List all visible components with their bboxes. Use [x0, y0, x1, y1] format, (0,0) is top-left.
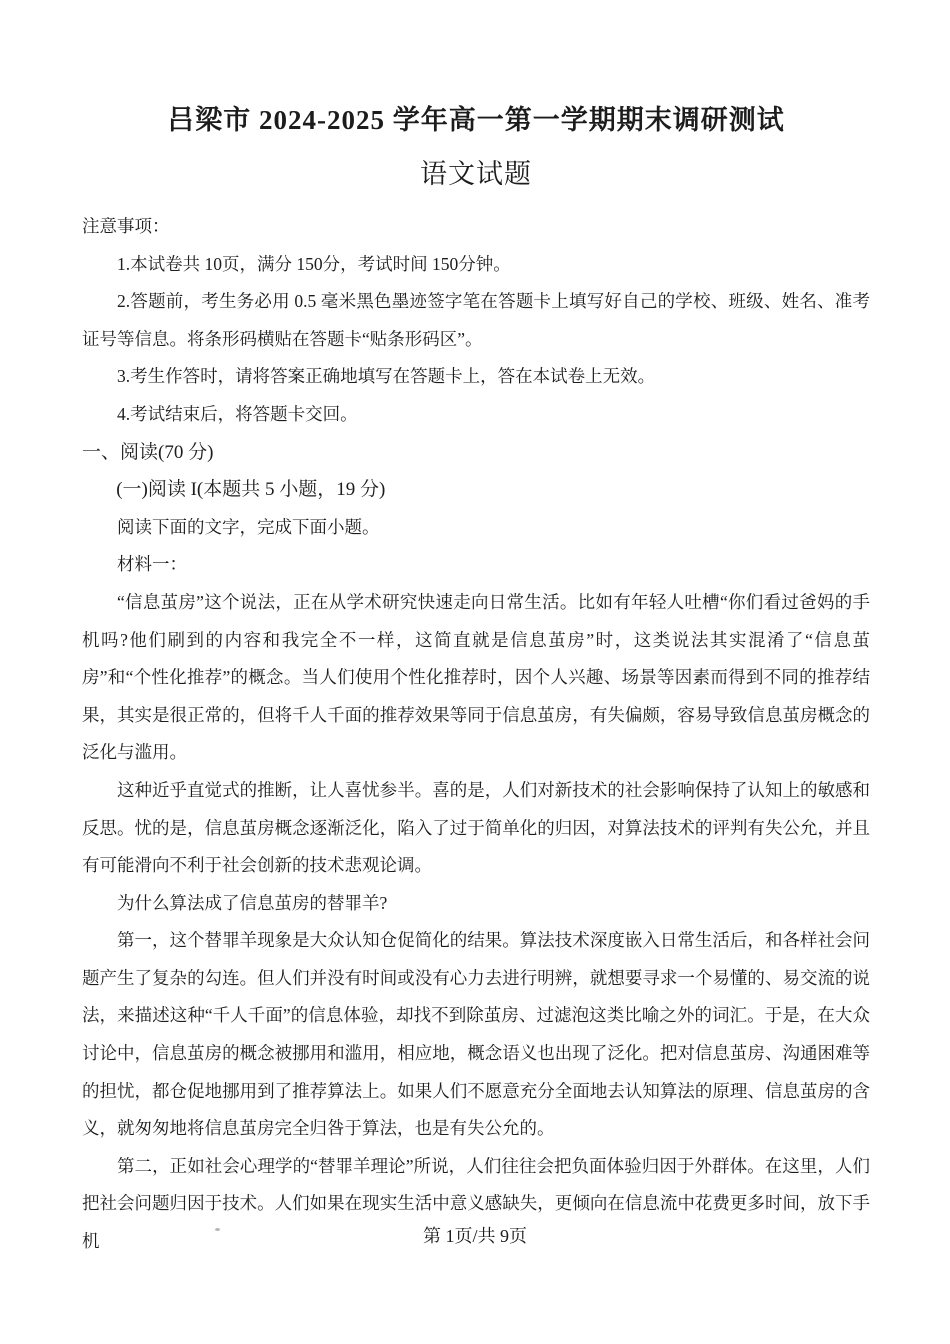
section-heading-reading: 一、阅读(70 分) [82, 441, 214, 463]
material-paragraph-5: 第二，正如社会心理学的“替罪羊理论”所说，人们往往会把负面体验归因于外群体。在这里，人们把社会问题归因于技术。人们如果在现实生活中意义感缺失，更倾向在信息流中花费更多时间，放下手机 [82, 1155, 870, 1252]
material-paragraph-3: 为什么算法成了信息茧房的替罪羊? [117, 892, 388, 913]
reading-instruction: 阅读下面的文字，完成下面小题。 [117, 516, 380, 537]
notice-heading: 注意事项： [82, 216, 170, 236]
notice-section [82, 208, 870, 434]
page-number-indicator: 第 1页/共 9页 [422, 1226, 527, 1246]
reading-section [82, 434, 870, 1261]
exam-body [82, 208, 870, 1261]
material-paragraph-4: 第一，这个替罪羊现象是大众认知仓促简化的结果。算法技术深度嵌入日常生活后，和各样社会问题产生了复杂的勾连。但人们并没有时间或没有心力去进行明辨，就想要寻求一个易懂的、易交流的说法，来描述这种“千人千面”的信息体验，却找不到除茧房、过滤泡这类比喻之外的词汇。于是，在大众讨论中，信息茧房的概念被挪用和滥用，相应地，概念语义也出现了泛化。把对信息茧房、沟通困难等的担忧，都仓促地挪用到了推荐算法上。如果人们不愿意充分全面地去认知算法的原理、信息茧房的含义，就匆匆地将信息茧房完全归咎于算法，也是有失公允的。 [82, 930, 870, 1139]
material-paragraph-1: “信息茧房”这个说法，正在从学术研究快速走向日常生活。比如有年轻人吐槽“你们看过爸妈的手机吗?他们刷到的内容和我完全不一样，这简直就是信息茧房”时，这类说法其实混淆了“信息茧房”和“个性化推荐”的概念。当人们使用个性化推荐时，因个人兴趣、场景等因素而得到不同的推荐结果，其实是很正常的，但将千人千面的推荐效果等同于信息茧房，有失偏颇，容易导致信息茧房概念的泛化与滥用。 [82, 591, 870, 763]
material-paragraph-2: 这种近乎直觉式的推断，让人喜忧参半。喜的是，人们对新技术的社会影响保持了认知上的敏感和反思。忧的是，信息茧房概念逐渐泛化，陷入了过于简单化的归因，对算法技术的评判有失公允，并且有可能滑向不利于社会创新的技术悲观论调。 [82, 779, 870, 876]
notice-item-4: 4.考试结束后，将答题卡交回。 [117, 403, 358, 424]
material-one-label: 材料一： [117, 554, 187, 575]
exam-title: 吕梁市 2024-2025 学年高一第一学期期末调研测试 [167, 105, 785, 135]
subsection-heading-reading-1: (一)阅读 I(本题共 5 小题，19 分) [116, 479, 386, 501]
notice-item-2: 2.答题前，考生务必用 0.5 毫米黑色墨迹签字笔在答题卡上填写好自己的学校、班级、姓名、准考证号等信息。将条形码横贴在答题卡“贴条形码区”。 [82, 291, 870, 349]
exam-subtitle: 语文试题 [420, 159, 532, 189]
notice-item-1: 1.本试卷共 10页，满分 150分，考试时间 150分钟。 [117, 253, 511, 274]
notice-item-3: 3.考生作答时，请将答案正确地填写在答题卡上，答在本试卷上无效。 [117, 366, 656, 387]
